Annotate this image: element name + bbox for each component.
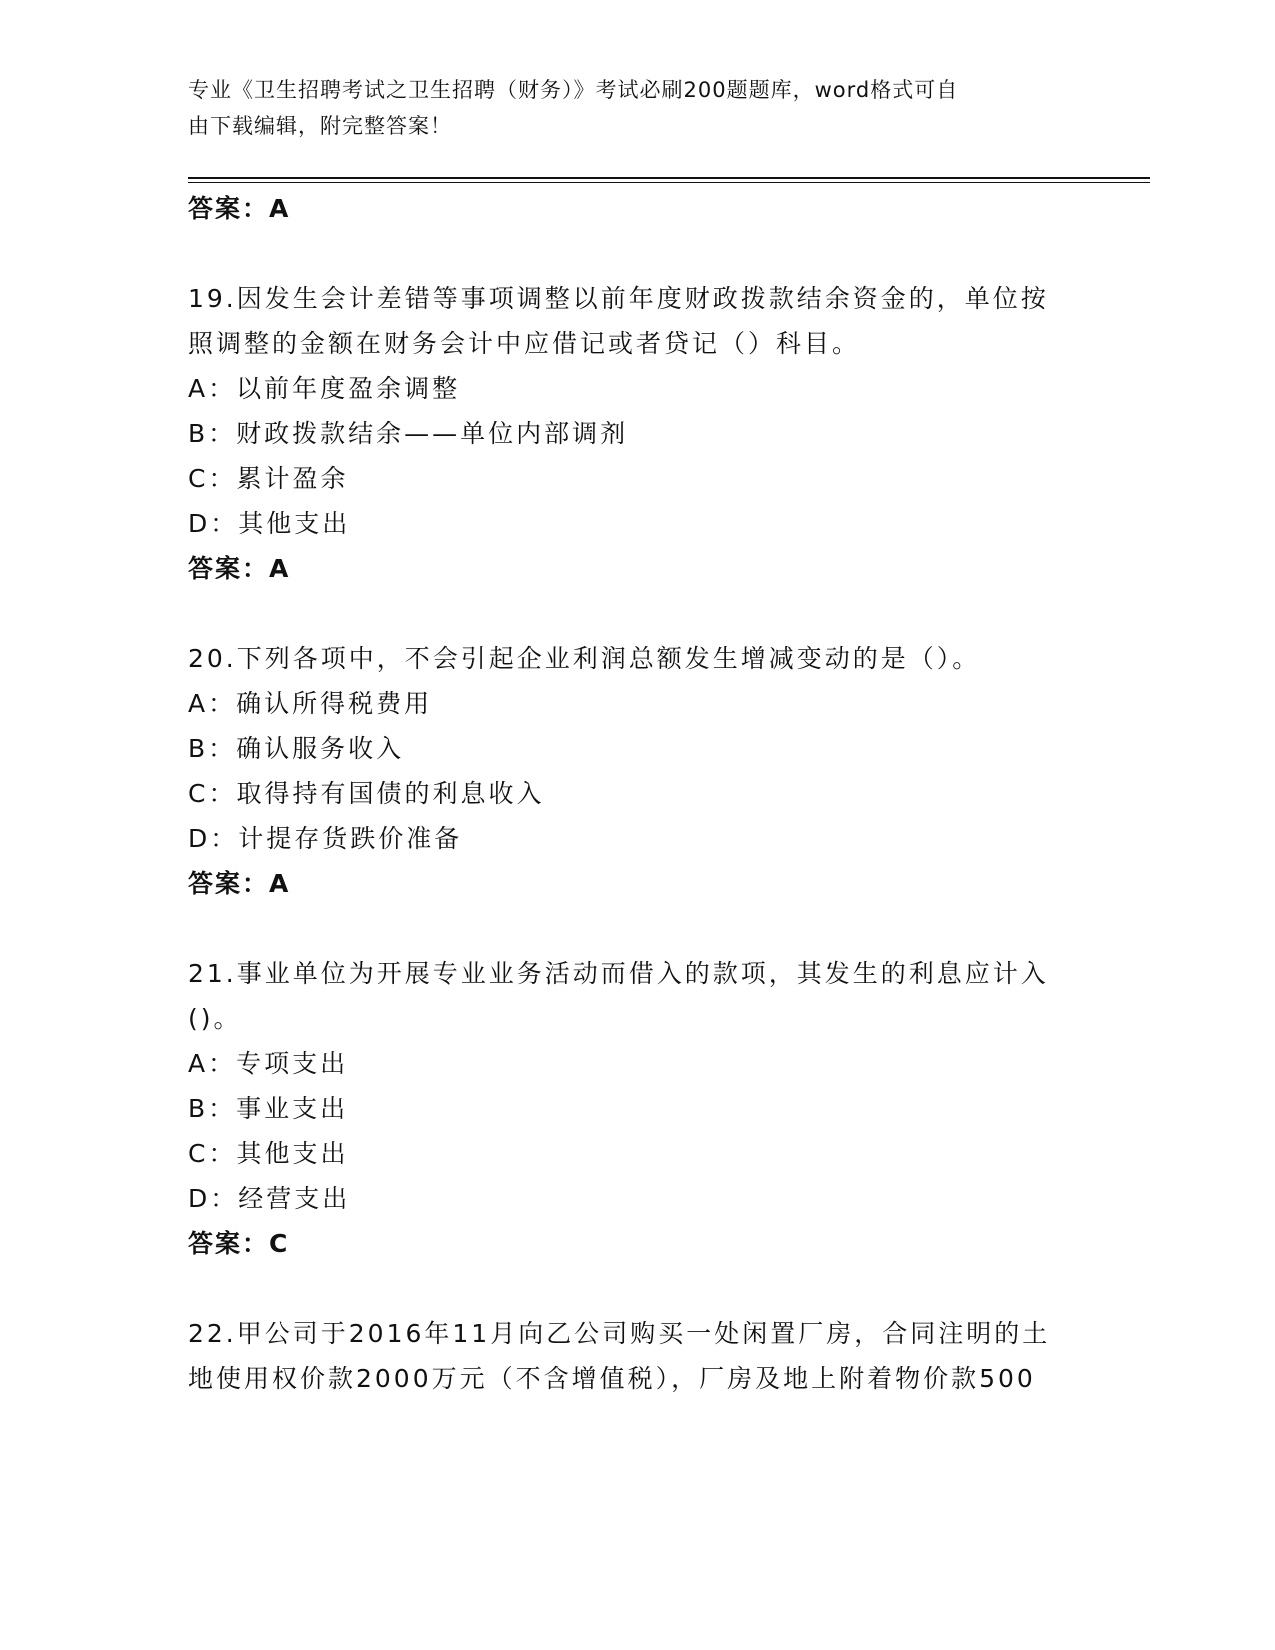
document-header [188, 72, 1068, 144]
option-b: B：财政拨款结余——单位内部调剂 [188, 419, 629, 448]
option-c: C：累计盈余 [188, 464, 349, 493]
option-b: B：确认服务收入 [188, 734, 405, 763]
option-a: A：以前年度盈余调整 [188, 374, 461, 403]
header-line-1: 专业《卫生招聘考试之卫生招聘（财务）》考试必刷200题题库，word格式可自 [188, 78, 959, 102]
question-text-line: ()。 [188, 1004, 242, 1033]
option-b: B：事业支出 [188, 1094, 349, 1123]
spacer [188, 231, 1078, 276]
question-21 [188, 951, 1078, 1266]
header-rule-thick [188, 177, 1150, 179]
spacer [188, 1266, 1078, 1311]
previous-answer: 答案：A [188, 194, 291, 223]
question-20 [188, 636, 1078, 906]
answer: 答案：A [188, 869, 291, 898]
header-line-2: 由下载编辑，附完整答案！ [188, 114, 452, 138]
option-d: D：计提存货跌价准备 [188, 824, 463, 853]
option-a: A：确认所得税费用 [188, 689, 433, 718]
option-a: A：专项支出 [188, 1049, 349, 1078]
spacer [188, 906, 1078, 951]
option-d: D：其他支出 [188, 509, 351, 538]
question-22 [188, 1311, 1078, 1401]
question-text-line: 19.因发生会计差错等事项调整以前年度财政拨款结余资金的，单位按 [188, 284, 1049, 313]
question-19 [188, 276, 1078, 591]
question-text-line: 22.甲公司于2016年11月向乙公司购买一处闲置厂房，合同注明的土 [188, 1319, 1051, 1348]
option-d: D：经营支出 [188, 1184, 351, 1213]
question-text-line: 照调整的金额在财务会计中应借记或者贷记（）科目。 [188, 329, 861, 358]
spacer [188, 591, 1078, 636]
question-text-line: 地使用权价款2000万元（不含增值税），厂房及地上附着物价款500 [188, 1364, 1036, 1393]
header-rule-thin [188, 182, 1150, 183]
question-list [188, 186, 1078, 1401]
answer: 答案：A [188, 554, 291, 583]
option-c: C：其他支出 [188, 1139, 349, 1168]
question-text-line: 21.事业单位为开展专业业务活动而借入的款项，其发生的利息应计入 [188, 959, 1049, 988]
question-text-line: 20.下列各项中，不会引起企业利润总额发生增减变动的是（）。 [188, 644, 981, 673]
option-c: C：取得持有国债的利息收入 [188, 779, 545, 808]
answer: 答案：C [188, 1229, 290, 1258]
